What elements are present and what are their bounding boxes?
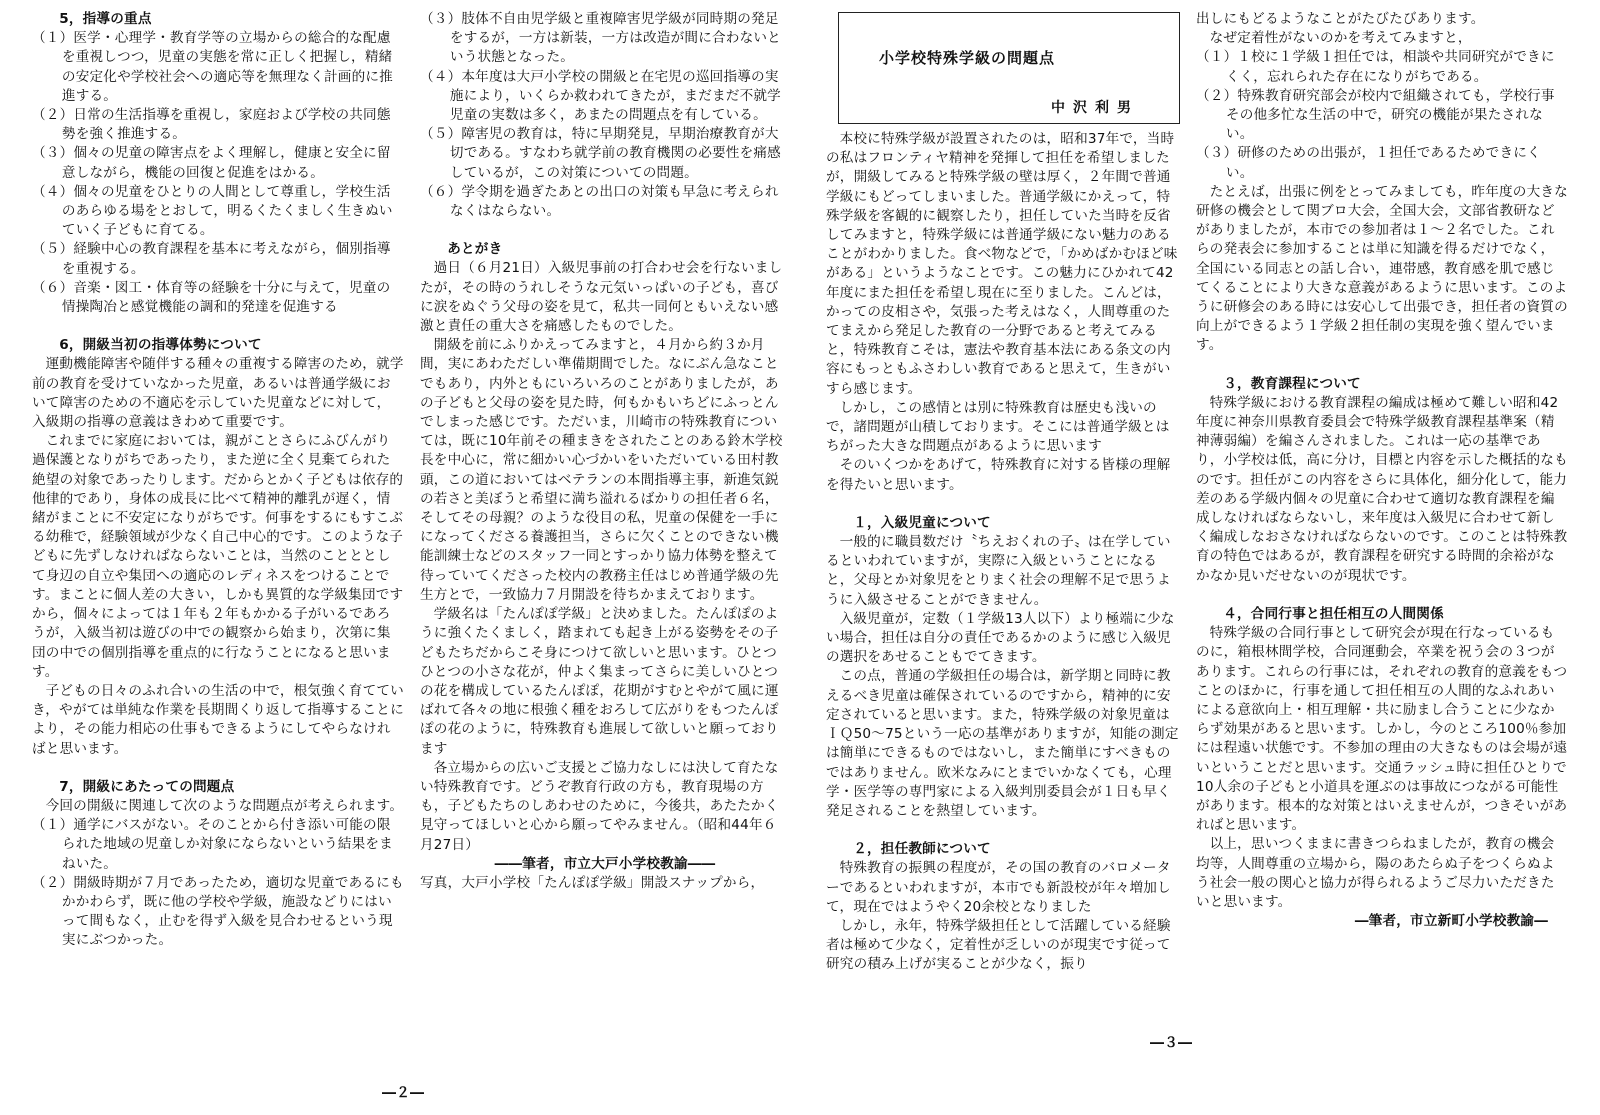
reason-item-3: （３）研修のための出張が，１担任であるためできにくい。 [1196,145,1541,181]
s5-item-5: （５）経験中心の教育課程を基本に考えながら，個別指導を重視する。 [32,241,391,277]
photo-caption: 写真，大戸小学校「たんぽぽ学級」開設スナップから， [420,874,765,891]
section-2-heading: ２，担任教師について [853,841,991,858]
s7-item-5: （５）障害児の教育は，特に早期発見，早期治療教育が大切である。すなわち就学前の教育機関の必要性を痛感しているが，この対策についての問題。 [420,126,781,181]
article-title: 小学校特殊学級の問題点 [879,49,1056,67]
s6-para-3: 子どもの日々のふれ合いの生活の中で，根気強く育てていき，やがては単純な作業を長期間くり返して指導することにより，その能力相応の仕事もできるようにしてやらなければと思います。 [32,682,404,757]
right-page-column-2 [1196,10,1568,1040]
s1-para-2: 入級児童が，定数（１学級13人以下）より極端に少ない場合，担任は自分の責任であるかのように感じ入級児の選択をあせることもでてきます。 [826,610,1175,666]
training-para: たとえば，出張に例をとってみましても，昨年度の大きな研修の機会として関ブロ大会，全国大会，文部省教研などがありましたが，本市での参加者は１～２名でした。これらの発表会に参加することは単に知識を得るだけでなく，全国にいる同志との話し合い，連帯感，教育感を肌で感じてくることにより大きな意義があるように思います。このように研修会のある時には安心して出張でき，担任者の資質の向上ができるよう１学級２担任制の実現を強く望んでいます。 [1196,183,1568,354]
section-1-heading: １，入級児童について [853,514,991,531]
s6-para-2: これまでに家庭においては，親がことさらにふびんがり過保護となりがちであったり，また逆に全く見棄てられた絶望の対象であったりします。だからとかく子どもは依存的他律的であり，身体の成長に比べて精神的離乳が遅く，情緒がまことに不安定になりがちです。何事をするにもすこぶる幼稚で，経験領域が少なく自己中心的です。このような子どもに先ずしなければならないことは，当然のことととして身辺の自立や集団への適応のレディネスをつけることです。まことに個人差の大きい，しかも異質的な学級集団ですから，個々によっては１年も２年もかかる子がいるであろうが，入級当初は遊びの中での観察から始まり，次第に集団の中での個別指導を重点的に行なうことになると思います。 [32,433,404,680]
reason-item-1: （１）１校に１学級１担任では，相談や共同研究ができにくく，忘れられた存在になりがちである。 [1196,49,1555,85]
section-4-heading: ４，合同行事と担任相互の人間関係 [1223,605,1444,622]
s6-para-1: 運動機能障害や随伴する種々の重複する障害のため，就学前の教育を受けていなかった児童，あるいは普通学級において障害のための不適応を示していた児童などに対して，入級期の指導の意義はきわめて重要です。 [32,356,404,431]
s5-item-2: （２）日常の生活指導を重視し，家庭および学校の共同態勢を強く推進する。 [32,107,391,143]
s4-para-1: 特殊学級の合同行事として研究会が現在行なっているものに，箱根林間学校，合同運動会，卒業を祝う会の３つがあります。これらの行事には，それぞれの教育的意義をもつことのほかに，行事を通して担任相互の人間的なふれあいによる意欲向上・相互理解・共に励まし合うことに少なからず効果があると思います。しかし，今のところ100％参加には程遠い状態です。不参加の理由の大きなものは会場が遠いということだと思います。交通ラッシュ時に担任ひとりで10人余の子どもと小道具を運ぶのは事故につながる可能性があります。根本的な対策とはいえませんが，つきそいがあればと思います。 [1196,625,1568,834]
s3-para: 特殊学級における教育課程の編成は極めて難しい昭和42年度に神奈川県教育委員会で特殊学級教育課程基準案（精神薄弱編）を編さんされました。これは一応の基準であり，小学校は低，高に分け，目標と内容を示した概括的なものです。担任がこの内容をさらに具体化，細分化して，能力差のある学級内個々の児童に合わせて適切な教育課程を編成しなければならないし，来年度は入級児に合わせて新しく編成しなおさなければならないのです。このことは特殊教育の特色ではあるが，教育課程を研究する時間的余裕がなかなか見いだせないのが現状です。 [1196,394,1568,584]
section-5-heading: 5，指導の重点 [59,11,152,27]
s5-item-3: （３）個々の児童の障害点をよく理解し，健康と安全に留意しながら，機能の回復と促進をはかる。 [32,145,391,181]
s7-item-2: （２）開級時期が７月であったため，適切な児童であるにもかかわらず，既に他の学校や学級，施設などりにはいって間もなく，止むを得ず入級を見合わせるという現実にぶつかった。 [32,874,404,949]
author-byline-left: ――筆者，市立大戸小学校教諭―― [494,855,716,872]
s4-para-2: 以上，思いつくままに書きつらねましたが，教育の機会均等，人間尊重の立場から，陽のあたらぬ子をつくらぬよう社会一般の関心と協力が得られるようご尽力いただきたいと思います。 [1196,836,1555,910]
s5-item-1: （１）医学・心理学・教育学等の立場からの総合的な配慮を重視しつつ，児童の実態を常に正しく把握し，精緒の安定化や学校社会への適応等を無理なく計画的に推進する。 [32,30,393,104]
s2-para-2: しかし，永年，特殊学級担任として活躍している経験者は極めて少なく，定着性が乏しいのが現実です従って研究の積み上げが実ることが少なく，振り [826,917,1171,973]
s5-item-4: （４）個々の児童をひとりの人間として尊重し，学校生活のあらゆる場をとおして，明るくたくましく生きぬいていく子どもに育てる。 [32,183,393,239]
afterword-para-1: 過日（６月21日）入級児事前の打合わせ会を行ないましたが，その時のうれしそうな元気いっぱいの子ども，喜びに涙をぬぐう父母の姿を見て，私共一同何ともいえない感激と責任の重大さを痛感したものでした。 [420,260,783,335]
afterword-para-2: 開級を前にふりかえってみますと，４月から約３か月間，実にあわただしい準備期間でした。なにぶん急なことでもあり，内外ともにいろいろのことがありましたが，あの子どもと父母の姿を見た時，何もかもいちどにふっとんでしまった感じです。ただいま，川崎市の特殊教育については，既に10年前その種まきをされたことのある鈴木学校長を中心に，常に細かい心づかいをいただいている田村教頭，この道においてはベテランの本間指導主事，新進気鋭の若さと美ぼうと希望に満ち溢れるばかりの担任者６名，そしてその母親？のような役目の私，児童の保健を一手にになってくださる養護担当，さらに欠くことのできない機能訓練士などのスタッフ一同とすっかり協力体勢を整えて待っていてくださった校内の教務主任はじめ普通学級の先生方とで，一致協力７月開設を待ちかまえております。 [420,337,783,603]
why-para: なぜ定着性がないのかを考えてみますと， [1209,30,1472,47]
s2-para-1: 特殊教育の振興の程度が，その国の教育のバロメーターであるといわれますが，本市でも新設校が年々増加して，現在ではようやく20余校となりました [826,860,1171,915]
intro-para-3: そのいくつかをあげて，特殊教育に対する皆様の理解を得たいと思います。 [826,457,1171,493]
afterword-para-4: 各立場からの広いご支援とご協力なしには決して育たない特殊教育です。どうぞ教育行政の方も，教育現場の方も，子どもたちのしあわせのために，今後共，あたたかく見守ってほしいと心から願ってやみません。（昭和44年６月27日） [420,759,779,853]
s5-item-6: （６）音楽・図工・体育等の経験を十分に与えて，児童の情操陶冶と感覚機能の調和的発達を促進する [32,279,391,316]
author-byline-right: ―筆者，市立新町小学校教諭― [1354,913,1548,930]
page-number-2: ―２― [382,1085,424,1101]
s7-item-6: （６）学令期を過ぎたあとの出口の対策も早急に考えられなくはならない。 [420,183,779,220]
left-page-column-1 [32,10,404,1050]
article-author: 中沢利男 [1051,100,1139,116]
s1-para-1: 一般的に職員数だけ〝ちえおくれの子〟は在学しているといわれていますが，実際に入級ということになると，父母とか対象児をとりまく社会の理解不足で思うように入級させることができません。 [826,534,1171,608]
left-page-column-2 [420,10,790,1040]
continued-para: 出しにもどるようなことがたびたびあります。 [1196,11,1485,27]
intro-para-1: 本校に特殊学級が設置されたのは，昭和37年で，当時の私はフロンティヤ精神を発揮して担任を希望しましたが，開級してみると特殊学級の壁は厚く，２年間で普通学級にもどってしまいました。普通学級にかえって，特殊学級を客観的に観察したり，担任していた当時を反省してみますと，特殊学級には普通学級にない魅力のあることがわかりました。食べ物などで，「かめばかむほど味がある」というようなことです。この魅力にひかれて42年度にまた担任を希望し現在に至りました。こんどは，かっての皮相さや，気張った考えはなく，人間尊重のたてまえから発足した教育の一分野であると考えてみると，特殊教育こそは，憲法や教育基本法にある条文の内容にもっともふさわしい教育であると思えて，生きがいすら感じます。 [826,131,1178,397]
intro-para-2: しかし，この感情とは別に特殊教育は歴史も浅いので，諸問題が山積しております。そこには普通学級とはちがった大きな問題点があるように思います [826,399,1170,455]
section-7-heading: 7，開級にあたっての問題点 [59,778,235,795]
article-title-box [838,12,1180,124]
right-page-column-1 [826,130,1182,1050]
page-number-3: ―３― [1150,1035,1192,1051]
afterword-heading: あとがき [447,241,503,258]
s1-para-3: この点，普通の学級担任の場合は，新学期と同時に教えるべき児童は確保されているのですから，精神的に安定されていると思います。また，特殊学級の対象児童はＩＱ50～75という一応の基準がありますが，知能の測定は簡単にできるものではないし，また簡単にすべきものではありません。欧米なみにとまでいかなくても，心理学・医学等の専門家による入級判別委員会が１日も早く発足されることを熱望しています。 [826,668,1179,819]
s7-item-4: （４）本年度は大戸小学校の開級と在宅児の巡回指導の実施により，いくらか救われてきたが，まだまだ不就学児童の実数は多く，あまたの問題点を有している。 [420,68,781,124]
s7-item-3: （３）肢体不自由児学級と重複障害児学級が同時期の発足をするが，一方は新装，一方は改造が間に合わないという状態となった。 [420,11,781,66]
s7-intro: 今回の開級に関連して次のような問題点が考えられます。 [45,797,404,814]
section-3-heading: ３，教育課程について [1223,375,1361,392]
afterword-para-3: 学級名は「たんぽぽ学級」と決めました。たんぽぽのように強くたくましく，踏まれても起き上がる姿勢をその子どもたちだからこそ身につけて欲しいと思います。ひとつひとつの小さな花が，仲よく集まってさらに美しいひとつの花を構成しているたんぽぽ，花期がすむとやがて風に運ばれて各々の地に根強く種をおろして広がりをもつたんぽぽの花のように，特殊教育も進展して欲しいと願っております [420,606,779,757]
s7-item-1: （１）通学にバスがない。そのことから付き添い可能の限られた地域の児童しか対象にならないという結果をまねいた。 [32,817,393,872]
section-6-heading: 6，開級当初の指導体勢について [59,337,262,354]
reason-item-2: （２）特殊教育研究部会が校内で組織されても，学校行事その他多忙な生活の中で，研究の機能が果たされない。 [1196,87,1555,143]
